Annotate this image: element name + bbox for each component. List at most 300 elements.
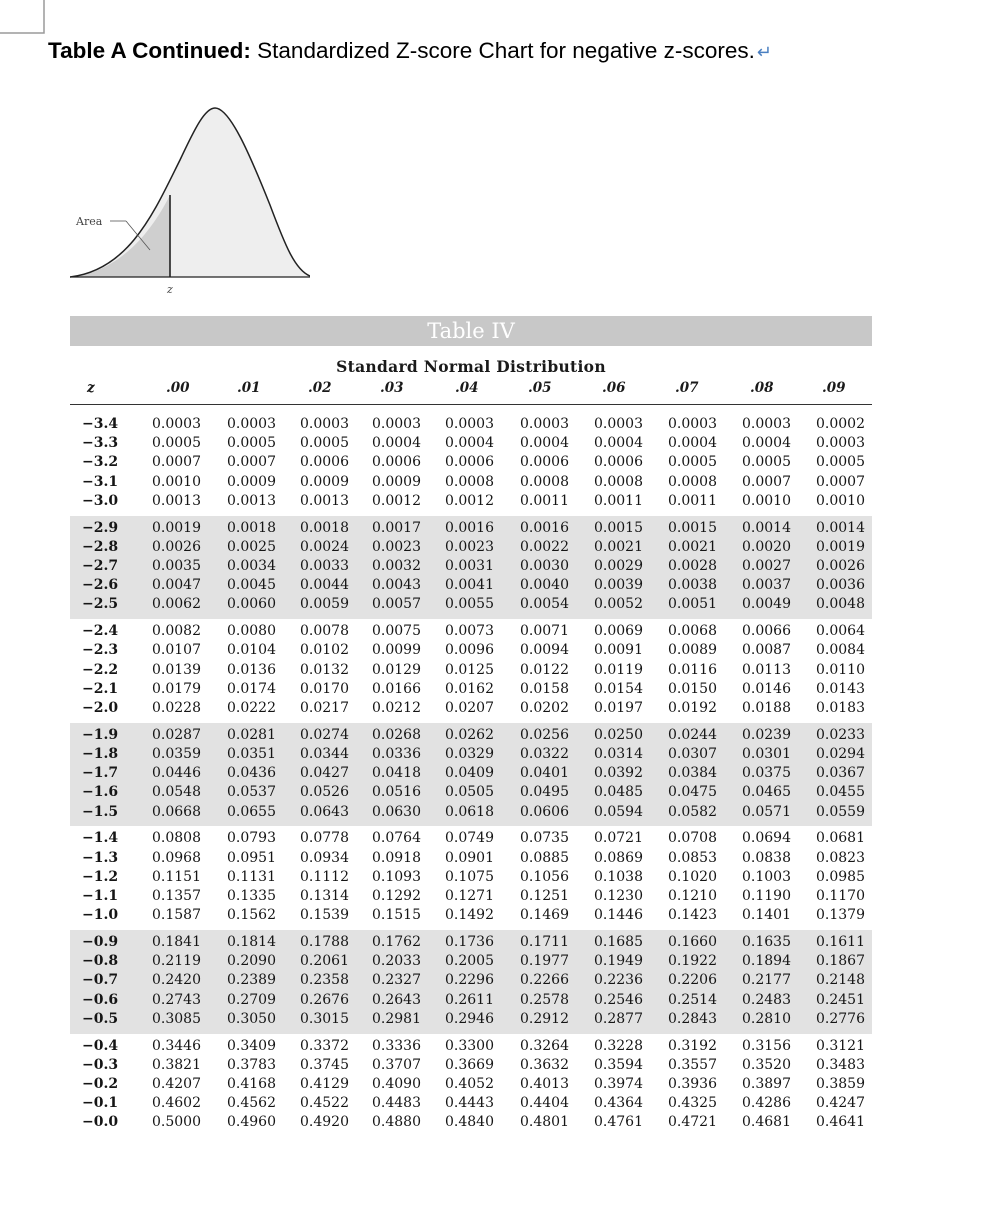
probability-cell: 0.0749: [445, 830, 494, 847]
probability-cell: 0.0055: [445, 596, 494, 613]
probability-cell: 0.0099: [372, 642, 421, 659]
probability-cell: 0.0119: [594, 661, 643, 678]
z-value-label: −0.8: [82, 953, 119, 970]
z-value-label: −2.7: [82, 557, 119, 574]
probability-cell: 0.4840: [445, 1114, 494, 1131]
probability-cell: 0.0008: [594, 473, 643, 490]
probability-cell: 0.0183: [816, 699, 865, 716]
z-value-label: −0.7: [82, 972, 119, 989]
probability-cell: 0.0446: [152, 765, 201, 782]
probability-cell: 0.4090: [372, 1075, 421, 1092]
probability-cell: 0.0158: [520, 680, 569, 697]
probability-cell: 0.0094: [520, 642, 569, 659]
area-label: Area: [76, 215, 103, 228]
probability-cell: 0.4207: [152, 1075, 201, 1092]
probability-cell: 0.0004: [594, 435, 643, 452]
probability-cell: 0.0027: [742, 557, 791, 574]
column-header: .04: [455, 380, 479, 396]
probability-cell: 0.0023: [445, 538, 494, 555]
probability-cell: 0.3745: [300, 1056, 349, 1073]
z-value-label: −3.2: [82, 454, 119, 471]
z-table-body: [70, 412, 872, 1137]
probability-cell: 0.0202: [520, 699, 569, 716]
probability-cell: 0.0125: [445, 661, 494, 678]
table-header-row: [0, 380, 998, 400]
column-header: .09: [822, 380, 846, 396]
z-value-label: −0.1: [82, 1095, 119, 1112]
table-row: [70, 1056, 872, 1075]
probability-cell: 0.1151: [152, 868, 201, 885]
probability-cell: 0.0212: [372, 699, 421, 716]
table-row: [70, 764, 872, 783]
z-value-label: −2.5: [82, 596, 119, 613]
probability-cell: 0.2643: [372, 991, 421, 1008]
probability-cell: 0.0011: [594, 492, 643, 509]
probability-cell: 0.0030: [520, 557, 569, 574]
document-title-rest: Standardized Z-score Chart for negative z-scores.: [250, 38, 755, 63]
probability-cell: 0.2451: [816, 991, 865, 1008]
probability-cell: 0.0047: [152, 577, 201, 594]
probability-cell: 0.0051: [668, 596, 717, 613]
probability-cell: 0.0427: [300, 765, 349, 782]
probability-cell: 0.0021: [594, 538, 643, 555]
header-divider: [70, 404, 872, 405]
probability-cell: 0.0401: [520, 765, 569, 782]
probability-cell: 0.0102: [300, 642, 349, 659]
probability-cell: 0.0004: [445, 435, 494, 452]
probability-cell: 0.3632: [520, 1056, 569, 1073]
probability-cell: 0.0003: [445, 416, 494, 432]
probability-cell: 0.2033: [372, 953, 421, 970]
probability-cell: 0.4761: [594, 1114, 643, 1131]
probability-cell: 0.2776: [816, 1010, 865, 1027]
probability-cell: 0.0078: [300, 623, 349, 640]
probability-cell: 0.0233: [816, 726, 865, 743]
probability-cell: 0.0281: [227, 726, 276, 743]
probability-cell: 0.1814: [227, 933, 276, 950]
probability-cell: 0.4483: [372, 1095, 421, 1112]
probability-cell: 0.0274: [300, 726, 349, 743]
probability-cell: 0.0006: [520, 454, 569, 471]
probability-cell: 0.0322: [520, 745, 569, 762]
probability-cell: 0.0019: [152, 519, 201, 536]
probability-cell: 0.3859: [816, 1075, 865, 1092]
probability-cell: 0.0062: [152, 596, 201, 613]
table-banner: Table IV: [70, 316, 872, 346]
probability-cell: 0.0031: [445, 557, 494, 574]
probability-cell: 0.0012: [445, 492, 494, 509]
probability-cell: 0.3669: [445, 1056, 494, 1073]
probability-cell: 0.2236: [594, 972, 643, 989]
probability-cell: 0.0002: [816, 416, 865, 432]
probability-cell: 0.0122: [520, 661, 569, 678]
probability-cell: 0.3085: [152, 1010, 201, 1027]
column-header: .01: [237, 380, 261, 396]
z-value-label: −1.8: [82, 745, 119, 762]
probability-cell: 0.3156: [742, 1037, 791, 1054]
z-value-label: −1.7: [82, 765, 119, 782]
probability-cell: 0.0004: [372, 435, 421, 452]
z-value-label: −0.5: [82, 1010, 119, 1027]
probability-cell: 0.0853: [668, 849, 717, 866]
probability-cell: 0.1660: [668, 933, 717, 950]
probability-cell: 0.1170: [816, 887, 865, 904]
probability-cell: 0.0087: [742, 642, 791, 659]
probability-cell: 0.0150: [668, 680, 717, 697]
table-row: [70, 933, 872, 952]
z-value-label: −2.6: [82, 577, 119, 594]
probability-cell: 0.1736: [445, 933, 494, 950]
table-row: [70, 803, 872, 822]
probability-cell: 0.3821: [152, 1056, 201, 1073]
probability-cell: 0.2061: [300, 953, 349, 970]
column-header: .03: [380, 380, 404, 396]
document-title-bold: Table A Continued:: [48, 38, 251, 63]
probability-cell: 0.0495: [520, 784, 569, 801]
probability-cell: 0.0179: [152, 680, 201, 697]
column-header: .00: [166, 380, 190, 396]
probability-cell: 0.1357: [152, 887, 201, 904]
probability-cell: 0.0044: [300, 577, 349, 594]
probability-cell: 0.0003: [594, 416, 643, 432]
probability-cell: 0.4920: [300, 1114, 349, 1131]
probability-cell: 0.0012: [372, 492, 421, 509]
probability-cell: 0.1492: [445, 907, 494, 924]
probability-cell: 0.1210: [668, 887, 717, 904]
probability-cell: 0.0018: [227, 519, 276, 536]
table-row: [70, 745, 872, 764]
probability-cell: 0.0359: [152, 745, 201, 762]
probability-cell: 0.0559: [816, 803, 865, 820]
table-row: [70, 991, 872, 1010]
probability-cell: 0.0934: [300, 849, 349, 866]
probability-cell: 0.1446: [594, 907, 643, 924]
probability-cell: 0.0071: [520, 623, 569, 640]
probability-cell: 0.0023: [372, 538, 421, 555]
probability-cell: 0.0068: [668, 623, 717, 640]
probability-cell: 0.0018: [300, 519, 349, 536]
probability-cell: 0.0823: [816, 849, 865, 866]
probability-cell: 0.2843: [668, 1010, 717, 1027]
probability-cell: 0.0465: [742, 784, 791, 801]
z-value-label: −2.0: [82, 699, 119, 716]
probability-cell: 0.0004: [520, 435, 569, 452]
probability-cell: 0.4562: [227, 1095, 276, 1112]
probability-cell: 0.0005: [152, 435, 201, 452]
probability-cell: 0.0057: [372, 596, 421, 613]
probability-cell: 0.0918: [372, 849, 421, 866]
probability-cell: 0.4522: [300, 1095, 349, 1112]
probability-cell: 0.2743: [152, 991, 201, 1008]
probability-cell: 0.0010: [152, 473, 201, 490]
probability-cell: 0.4364: [594, 1095, 643, 1112]
table-row: [70, 519, 872, 538]
probability-cell: 0.3192: [668, 1037, 717, 1054]
probability-cell: 0.0003: [227, 416, 276, 432]
probability-cell: 0.0485: [594, 784, 643, 801]
probability-cell: 0.0016: [445, 519, 494, 536]
probability-cell: 0.0217: [300, 699, 349, 716]
probability-cell: 0.1093: [372, 868, 421, 885]
probability-cell: 0.0073: [445, 623, 494, 640]
probability-cell: 0.1038: [594, 868, 643, 885]
probability-cell: 0.0006: [372, 454, 421, 471]
probability-cell: 0.1788: [300, 933, 349, 950]
probability-cell: 0.0029: [594, 557, 643, 574]
probability-cell: 0.0207: [445, 699, 494, 716]
probability-cell: 0.0505: [445, 784, 494, 801]
probability-cell: 0.2810: [742, 1010, 791, 1027]
probability-cell: 0.0075: [372, 623, 421, 640]
table-row: [70, 726, 872, 745]
probability-cell: 0.0010: [816, 492, 865, 509]
probability-cell: 0.0043: [372, 577, 421, 594]
table-row: [70, 557, 872, 576]
probability-cell: 0.1075: [445, 868, 494, 885]
probability-cell: 0.0005: [300, 435, 349, 452]
probability-cell: 0.0007: [227, 454, 276, 471]
probability-cell: 0.0143: [816, 680, 865, 697]
probability-cell: 0.0516: [372, 784, 421, 801]
probability-cell: 0.0036: [816, 577, 865, 594]
table-row: [70, 492, 872, 511]
z-column-header: z: [87, 380, 95, 396]
probability-cell: 0.0052: [594, 596, 643, 613]
row-group: [70, 930, 872, 1034]
probability-cell: 0.0003: [372, 416, 421, 432]
column-header: .08: [750, 380, 774, 396]
probability-cell: 0.2177: [742, 972, 791, 989]
probability-cell: 0.4880: [372, 1114, 421, 1131]
probability-cell: 0.0038: [668, 577, 717, 594]
table-row: [70, 906, 872, 925]
document-title: [48, 38, 772, 64]
probability-cell: 0.0007: [152, 454, 201, 471]
table-row: [70, 1075, 872, 1094]
probability-cell: 0.0006: [594, 454, 643, 471]
probability-cell: 0.3409: [227, 1037, 276, 1054]
probability-cell: 0.0011: [520, 492, 569, 509]
probability-cell: 0.0025: [227, 538, 276, 555]
probability-cell: 0.0048: [816, 596, 865, 613]
probability-cell: 0.1711: [520, 933, 569, 950]
probability-cell: 0.0526: [300, 784, 349, 801]
table-row: [70, 473, 872, 492]
probability-cell: 0.2148: [816, 972, 865, 989]
probability-cell: 0.0367: [816, 765, 865, 782]
probability-cell: 0.0244: [668, 726, 717, 743]
probability-cell: 0.0049: [742, 596, 791, 613]
probability-cell: 0.2358: [300, 972, 349, 989]
paragraph-return-icon: ↵: [756, 42, 772, 62]
probability-cell: 0.0014: [816, 519, 865, 536]
probability-cell: 0.0004: [742, 435, 791, 452]
probability-cell: 0.0110: [816, 661, 865, 678]
row-group: [70, 723, 872, 827]
probability-cell: 0.0681: [816, 830, 865, 847]
probability-cell: 0.2420: [152, 972, 201, 989]
probability-cell: 0.1587: [152, 907, 201, 924]
probability-cell: 0.1112: [300, 868, 349, 885]
probability-cell: 0.1611: [816, 933, 865, 950]
probability-cell: 0.1922: [668, 953, 717, 970]
probability-cell: 0.0028: [668, 557, 717, 574]
table-row: [70, 783, 872, 802]
probability-cell: 0.0287: [152, 726, 201, 743]
table-row: [70, 622, 872, 641]
probability-cell: 0.0045: [227, 577, 276, 594]
probability-cell: 0.0985: [816, 868, 865, 885]
probability-cell: 0.2546: [594, 991, 643, 1008]
probability-cell: 0.3936: [668, 1075, 717, 1092]
probability-cell: 0.1762: [372, 933, 421, 950]
probability-cell: 0.1003: [742, 868, 791, 885]
probability-cell: 0.0256: [520, 726, 569, 743]
probability-cell: 0.0016: [520, 519, 569, 536]
probability-cell: 0.1562: [227, 907, 276, 924]
probability-cell: 0.2578: [520, 991, 569, 1008]
probability-cell: 0.0003: [152, 416, 201, 432]
probability-cell: 0.0066: [742, 623, 791, 640]
probability-cell: 0.4681: [742, 1114, 791, 1131]
probability-cell: 0.0455: [816, 784, 865, 801]
probability-cell: 0.0222: [227, 699, 276, 716]
probability-cell: 0.0166: [372, 680, 421, 697]
probability-cell: 0.2296: [445, 972, 494, 989]
z-value-label: −1.5: [82, 803, 119, 820]
probability-cell: 0.3483: [816, 1056, 865, 1073]
probability-cell: 0.0239: [742, 726, 791, 743]
probability-cell: 0.3015: [300, 1010, 349, 1027]
probability-cell: 0.0107: [152, 642, 201, 659]
probability-cell: 0.0708: [668, 830, 717, 847]
probability-cell: 0.0080: [227, 623, 276, 640]
probability-cell: 0.0005: [742, 454, 791, 471]
z-value-label: −0.2: [82, 1075, 119, 1092]
probability-cell: 0.0059: [300, 596, 349, 613]
z-value-label: −0.0: [82, 1114, 119, 1131]
probability-cell: 0.0013: [152, 492, 201, 509]
probability-cell: 0.3557: [668, 1056, 717, 1073]
probability-cell: 0.1190: [742, 887, 791, 904]
probability-cell: 0.0548: [152, 784, 201, 801]
probability-cell: 0.0643: [300, 803, 349, 820]
probability-cell: 0.0015: [594, 519, 643, 536]
table-subtitle: Standard Normal Distribution: [336, 357, 606, 376]
probability-cell: 0.0003: [520, 416, 569, 432]
probability-cell: 0.0192: [668, 699, 717, 716]
normal-curve-figure: [70, 100, 310, 300]
row-group: [70, 826, 872, 930]
probability-cell: 0.2005: [445, 953, 494, 970]
column-header: .06: [602, 380, 626, 396]
probability-cell: 0.0096: [445, 642, 494, 659]
probability-cell: 0.0174: [227, 680, 276, 697]
z-value-label: −1.1: [82, 887, 119, 904]
probability-cell: 0.1314: [300, 887, 349, 904]
row-group: [70, 516, 872, 620]
z-value-label: −2.9: [82, 519, 119, 536]
probability-cell: 0.0778: [300, 830, 349, 847]
table-row: [70, 415, 872, 434]
probability-cell: 0.0082: [152, 623, 201, 640]
probability-cell: 0.2981: [372, 1010, 421, 1027]
curve-area-fill: [70, 108, 310, 277]
probability-cell: 0.0618: [445, 803, 494, 820]
probability-cell: 0.0010: [742, 492, 791, 509]
z-value-label: −0.6: [82, 991, 119, 1008]
probability-cell: 0.0008: [520, 473, 569, 490]
z-value-label: −2.8: [82, 538, 119, 555]
column-header: .05: [528, 380, 552, 396]
table-row: [70, 829, 872, 848]
probability-cell: 0.0003: [742, 416, 791, 432]
probability-cell: 0.2206: [668, 972, 717, 989]
probability-cell: 0.0314: [594, 745, 643, 762]
probability-cell: 0.1949: [594, 953, 643, 970]
probability-cell: 0.0041: [445, 577, 494, 594]
probability-cell: 0.0009: [227, 473, 276, 490]
probability-cell: 0.2389: [227, 972, 276, 989]
table-row: [70, 434, 872, 453]
probability-cell: 0.0022: [520, 538, 569, 555]
probability-cell: 0.4721: [668, 1114, 717, 1131]
probability-cell: 0.1292: [372, 887, 421, 904]
probability-cell: 0.0188: [742, 699, 791, 716]
z-value-label: −1.4: [82, 830, 119, 847]
z-value-label: −1.2: [82, 868, 119, 885]
probability-cell: 0.4325: [668, 1095, 717, 1112]
probability-cell: 0.3372: [300, 1037, 349, 1054]
probability-cell: 0.2676: [300, 991, 349, 1008]
probability-cell: 0.4801: [520, 1114, 569, 1131]
probability-cell: 0.0003: [668, 416, 717, 432]
probability-cell: 0.0968: [152, 849, 201, 866]
column-header: .07: [675, 380, 699, 396]
probability-cell: 0.0139: [152, 661, 201, 678]
probability-cell: 0.0594: [594, 803, 643, 820]
probability-cell: 0.0019: [816, 538, 865, 555]
table-row: [70, 641, 872, 660]
probability-cell: 0.3707: [372, 1056, 421, 1073]
z-value-label: −0.3: [82, 1056, 119, 1073]
probability-cell: 0.0250: [594, 726, 643, 743]
probability-cell: 0.2119: [152, 953, 201, 970]
probability-cell: 0.1841: [152, 933, 201, 950]
probability-cell: 0.0084: [816, 642, 865, 659]
probability-cell: 0.0008: [668, 473, 717, 490]
probability-cell: 0.1401: [742, 907, 791, 924]
probability-cell: 0.1423: [668, 907, 717, 924]
z-value-label: −1.9: [82, 726, 119, 743]
probability-cell: 0.0154: [594, 680, 643, 697]
probability-cell: 0.0007: [742, 473, 791, 490]
probability-cell: 0.3300: [445, 1037, 494, 1054]
probability-cell: 0.0901: [445, 849, 494, 866]
row-group: [70, 1034, 872, 1138]
probability-cell: 0.2327: [372, 972, 421, 989]
probability-cell: 0.4960: [227, 1114, 276, 1131]
table-row: [70, 952, 872, 971]
probability-cell: 0.0013: [227, 492, 276, 509]
probability-cell: 0.2946: [445, 1010, 494, 1027]
z-value-label: −1.0: [82, 907, 119, 924]
probability-cell: 0.0132: [300, 661, 349, 678]
probability-cell: 0.4404: [520, 1095, 569, 1112]
probability-cell: 0.0064: [816, 623, 865, 640]
probability-cell: 0.0129: [372, 661, 421, 678]
table-row: [70, 849, 872, 868]
